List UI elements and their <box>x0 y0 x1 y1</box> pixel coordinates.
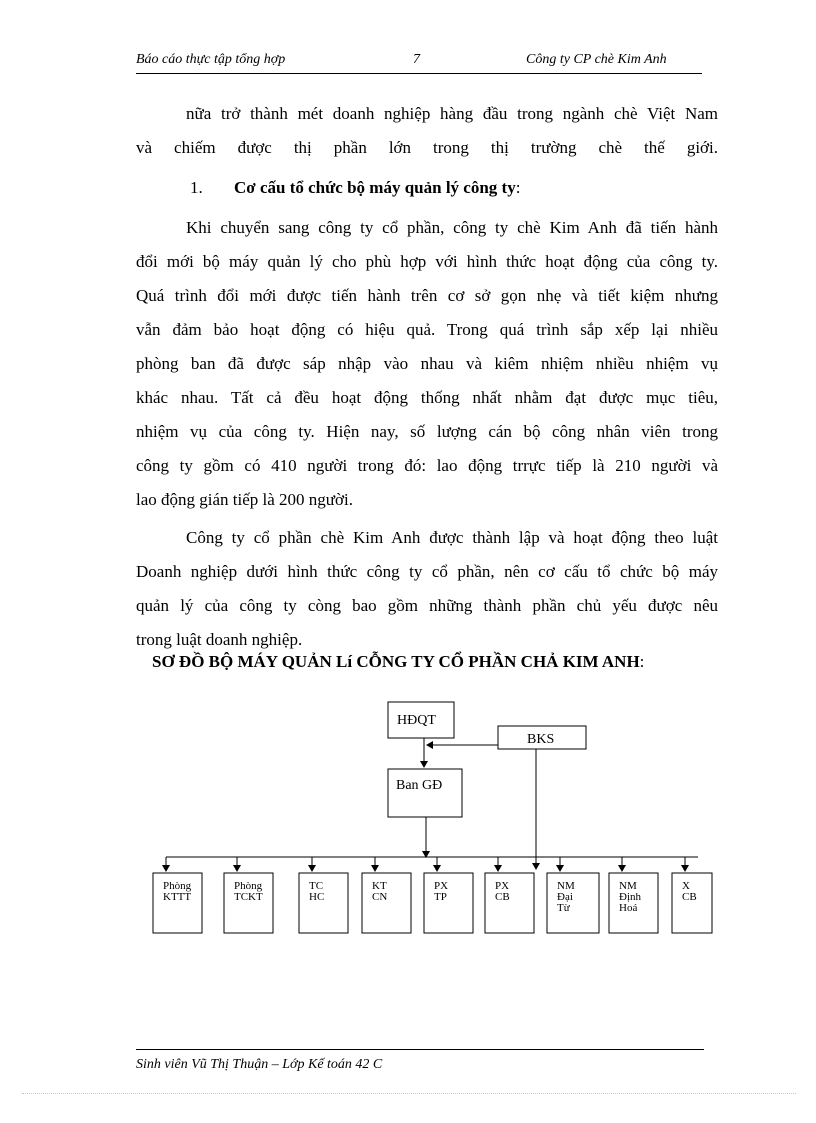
department-label: X <box>682 880 690 892</box>
body-line: đổi mới bộ máy quản lý cho phù hợp với hình thức hoạt động của công ty. <box>136 252 718 271</box>
body-line: Doanh nghiệp dưới hình thức công ty cổ phần, nên cơ cấu tổ chức bộ máy <box>136 562 718 581</box>
ban-gd-box <box>388 769 462 817</box>
ban-gd-label: Ban GĐ <box>396 778 443 793</box>
department-label: KTTT <box>163 891 192 903</box>
department-box <box>672 873 712 933</box>
department-label: CB <box>682 891 697 903</box>
bks-label: BKS <box>527 732 555 747</box>
department-box <box>485 873 534 933</box>
body-line: công ty gồm có 410 người trong đó: lao động trrực tiếp là 210 người và <box>136 456 718 475</box>
hdqt-label: HĐQT <box>397 713 436 728</box>
section-heading-text: Cơ cấu tổ chức bộ máy quản lý công ty <box>234 178 516 197</box>
department-box <box>424 873 473 933</box>
diagram-title-text: SƠ ĐỒ BỘ MÁY QUẢN Lí CỖNG TY CỔ PHẦN CHẢ KIM ANH <box>152 652 640 671</box>
header-left: Báo cáo thực tập tổng hợp <box>136 52 286 67</box>
body-line: vẫn đảm bảo hoạt động có hiệu quả. Trong quá trình sắp xếp lại nhiều <box>136 320 718 339</box>
body-line: quản lý của công ty còng bao gồm những thành phần chủ yếu được nêu <box>136 596 718 615</box>
department-label: CN <box>372 891 388 903</box>
diagram-title-colon: : <box>639 652 645 671</box>
section-heading-colon: : <box>515 178 521 197</box>
footer-rule <box>136 1049 704 1050</box>
department-label: TC <box>309 880 324 892</box>
footer-text: Sinh viên Vũ Thị Thuận – Lớp Kế toán 42 C <box>136 1057 383 1072</box>
department-boxes <box>153 857 712 933</box>
body-line: Công ty cổ phần chè Kim Anh được thành lập và hoạt động theo luật <box>186 528 718 547</box>
department-label: PX <box>434 880 449 892</box>
body-line: và chiếm được thị phần lớn trong thị trường chè thế giới. <box>136 138 718 157</box>
department-box <box>299 873 348 933</box>
department-label: Đại <box>557 891 573 903</box>
body-line: khác nhau. Tất cả đều hoạt động thống nhất nhằm đạt được mục tiêu, <box>136 388 718 407</box>
body-line: nữa trở thành mét doanh nghiệp hàng đầu trong ngành chè Việt Nam <box>186 104 718 123</box>
department-label: Hoá <box>619 902 638 914</box>
department-label: Định <box>619 891 641 903</box>
page-bottom-dots <box>22 1093 796 1094</box>
department-label: NM <box>557 880 575 892</box>
department-label: Từ <box>557 902 570 914</box>
department-label: HC <box>309 891 325 903</box>
department-label: KT <box>372 880 387 892</box>
body-line: phòng ban đã được sáp nhập vào nhau và kiêm nhiệm nhiều nhiệm vụ <box>136 354 718 373</box>
body-line: nhiệm vụ của công ty. Hiện nay, số lượng cán bộ công nhân viên trong <box>136 422 718 441</box>
body-line: trong luật doanh nghiệp. <box>136 630 303 649</box>
department-label: CB <box>495 891 510 903</box>
body-line: Khi chuyển sang công ty cổ phần, công ty chè Kim Anh đã tiến hành <box>186 218 718 237</box>
department-label: TP <box>434 891 447 903</box>
header-right: Công ty CP chè Kim Anh <box>526 52 667 67</box>
department-label: NM <box>619 880 637 892</box>
body-line: Quá trình đổi mới được tiến hành trên cơ sở gọn nhẹ và tiết kiệm nhưng <box>136 286 718 305</box>
department-label: Phòng <box>234 880 263 892</box>
department-label: TCKT <box>234 891 263 903</box>
department-label: Phòng <box>163 880 192 892</box>
body-line: lao động gián tiếp là 200 người. <box>136 490 353 509</box>
section-number: 1. <box>190 178 203 197</box>
department-label: PX <box>495 880 510 892</box>
page-number: 7 <box>413 52 420 67</box>
